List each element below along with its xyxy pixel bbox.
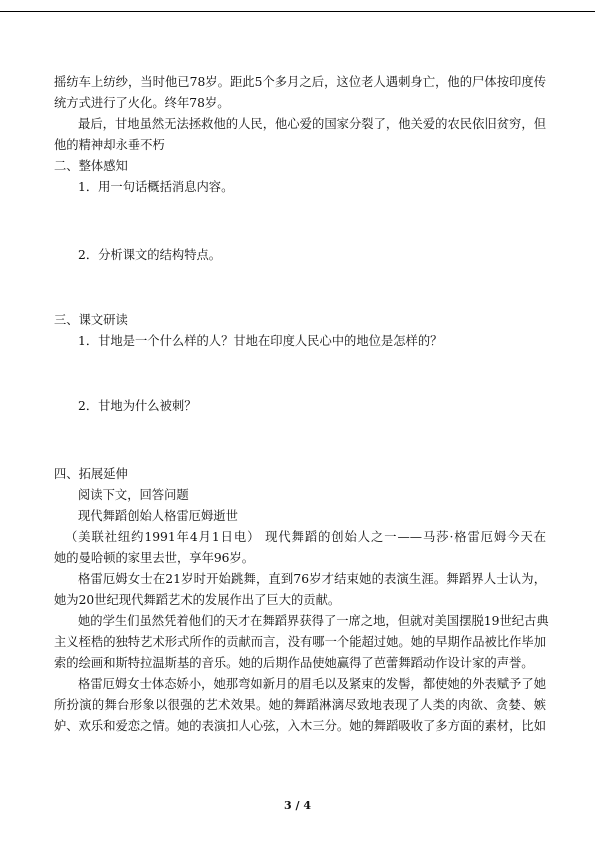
text-line: 所扮演的舞台形象以很强的艺术效果。她的舞蹈淋漓尽致地表现了人类的肉欲、贪婪、嫉: [54, 698, 546, 712]
text-line: 摇纺车上纺纱，当时他已78岁。距此5个多月之后，这位老人遇刺身亡，他的尸体按印度传: [54, 75, 546, 89]
text-line: 他的精神却永垂不朽: [54, 138, 165, 152]
text-line: 妒、欢乐和爱恋之情。她的表演扣人心弦，入木三分。她的舞蹈吸收了多方面的素材，比如: [54, 719, 546, 733]
question: 2．甘地为什么被刺？: [78, 399, 197, 413]
text-line: 她的学生们虽然凭着他们的天才在舞蹈界获得了一席之地，但就对美国摆脱19世纪古典: [78, 614, 549, 628]
answer-space: [54, 198, 546, 245]
text-line: 她的曼哈顿的家里去世，享年96岁。: [54, 551, 255, 565]
text-line: 统方式进行了火化。终年78岁。: [54, 96, 230, 110]
section-heading: 三、课文研读: [54, 313, 128, 327]
text-line: 她为20世纪现代舞蹈艺术的发展作出了巨大的贡献。: [54, 593, 341, 607]
text-line: 格雷厄姆女士体态娇小，她那弯如新月的眉毛以及紧束的发髻，都使她的外表赋予了她: [78, 677, 546, 691]
text-line: 主义桎梏的独特艺术形式所作的贡献而言，没有哪一个能超过她。她的早期作品被比作毕加: [54, 635, 546, 649]
page-number: 3 / 4: [284, 799, 311, 812]
question: 2．分析课文的结构特点。: [78, 248, 222, 262]
text-line: 最后，甘地虽然无法拯救他的人民，他心爱的国家分裂了，他关爱的农民依旧贫穷，但: [78, 117, 546, 131]
text-line: 格雷厄姆女士在21岁时开始跳舞，直到76岁才结束她的表演生涯。舞蹈界人士认为，: [78, 572, 546, 586]
header-rule: [0, 11, 595, 12]
section-heading: 四、拓展延伸: [54, 467, 128, 481]
question: 1．甘地是一个什么样的人？甘地在印度人民心中的地位是怎样的？: [78, 334, 443, 348]
answer-space: [54, 352, 546, 396]
question: 1．用一句话概括消息内容。: [78, 180, 234, 194]
answer-space: [54, 417, 546, 464]
text-line: 索的绘画和斯特拉温斯基的音乐。她的后期作品使她赢得了芭蕾舞蹈动作设计家的声誉。: [54, 656, 534, 670]
text-line: （美联社纽约1991年4月1日电） 现代舞蹈的创始人之一——马莎·格雷厄姆今天在: [65, 530, 546, 544]
section-heading: 二、整体感知: [54, 159, 128, 173]
instruction: 阅读下文，回答问题: [78, 488, 189, 502]
document-page: [54, 72, 549, 737]
article-title: 现代舞蹈创始人格雷厄姆逝世: [78, 509, 238, 523]
answer-space: [54, 266, 546, 310]
